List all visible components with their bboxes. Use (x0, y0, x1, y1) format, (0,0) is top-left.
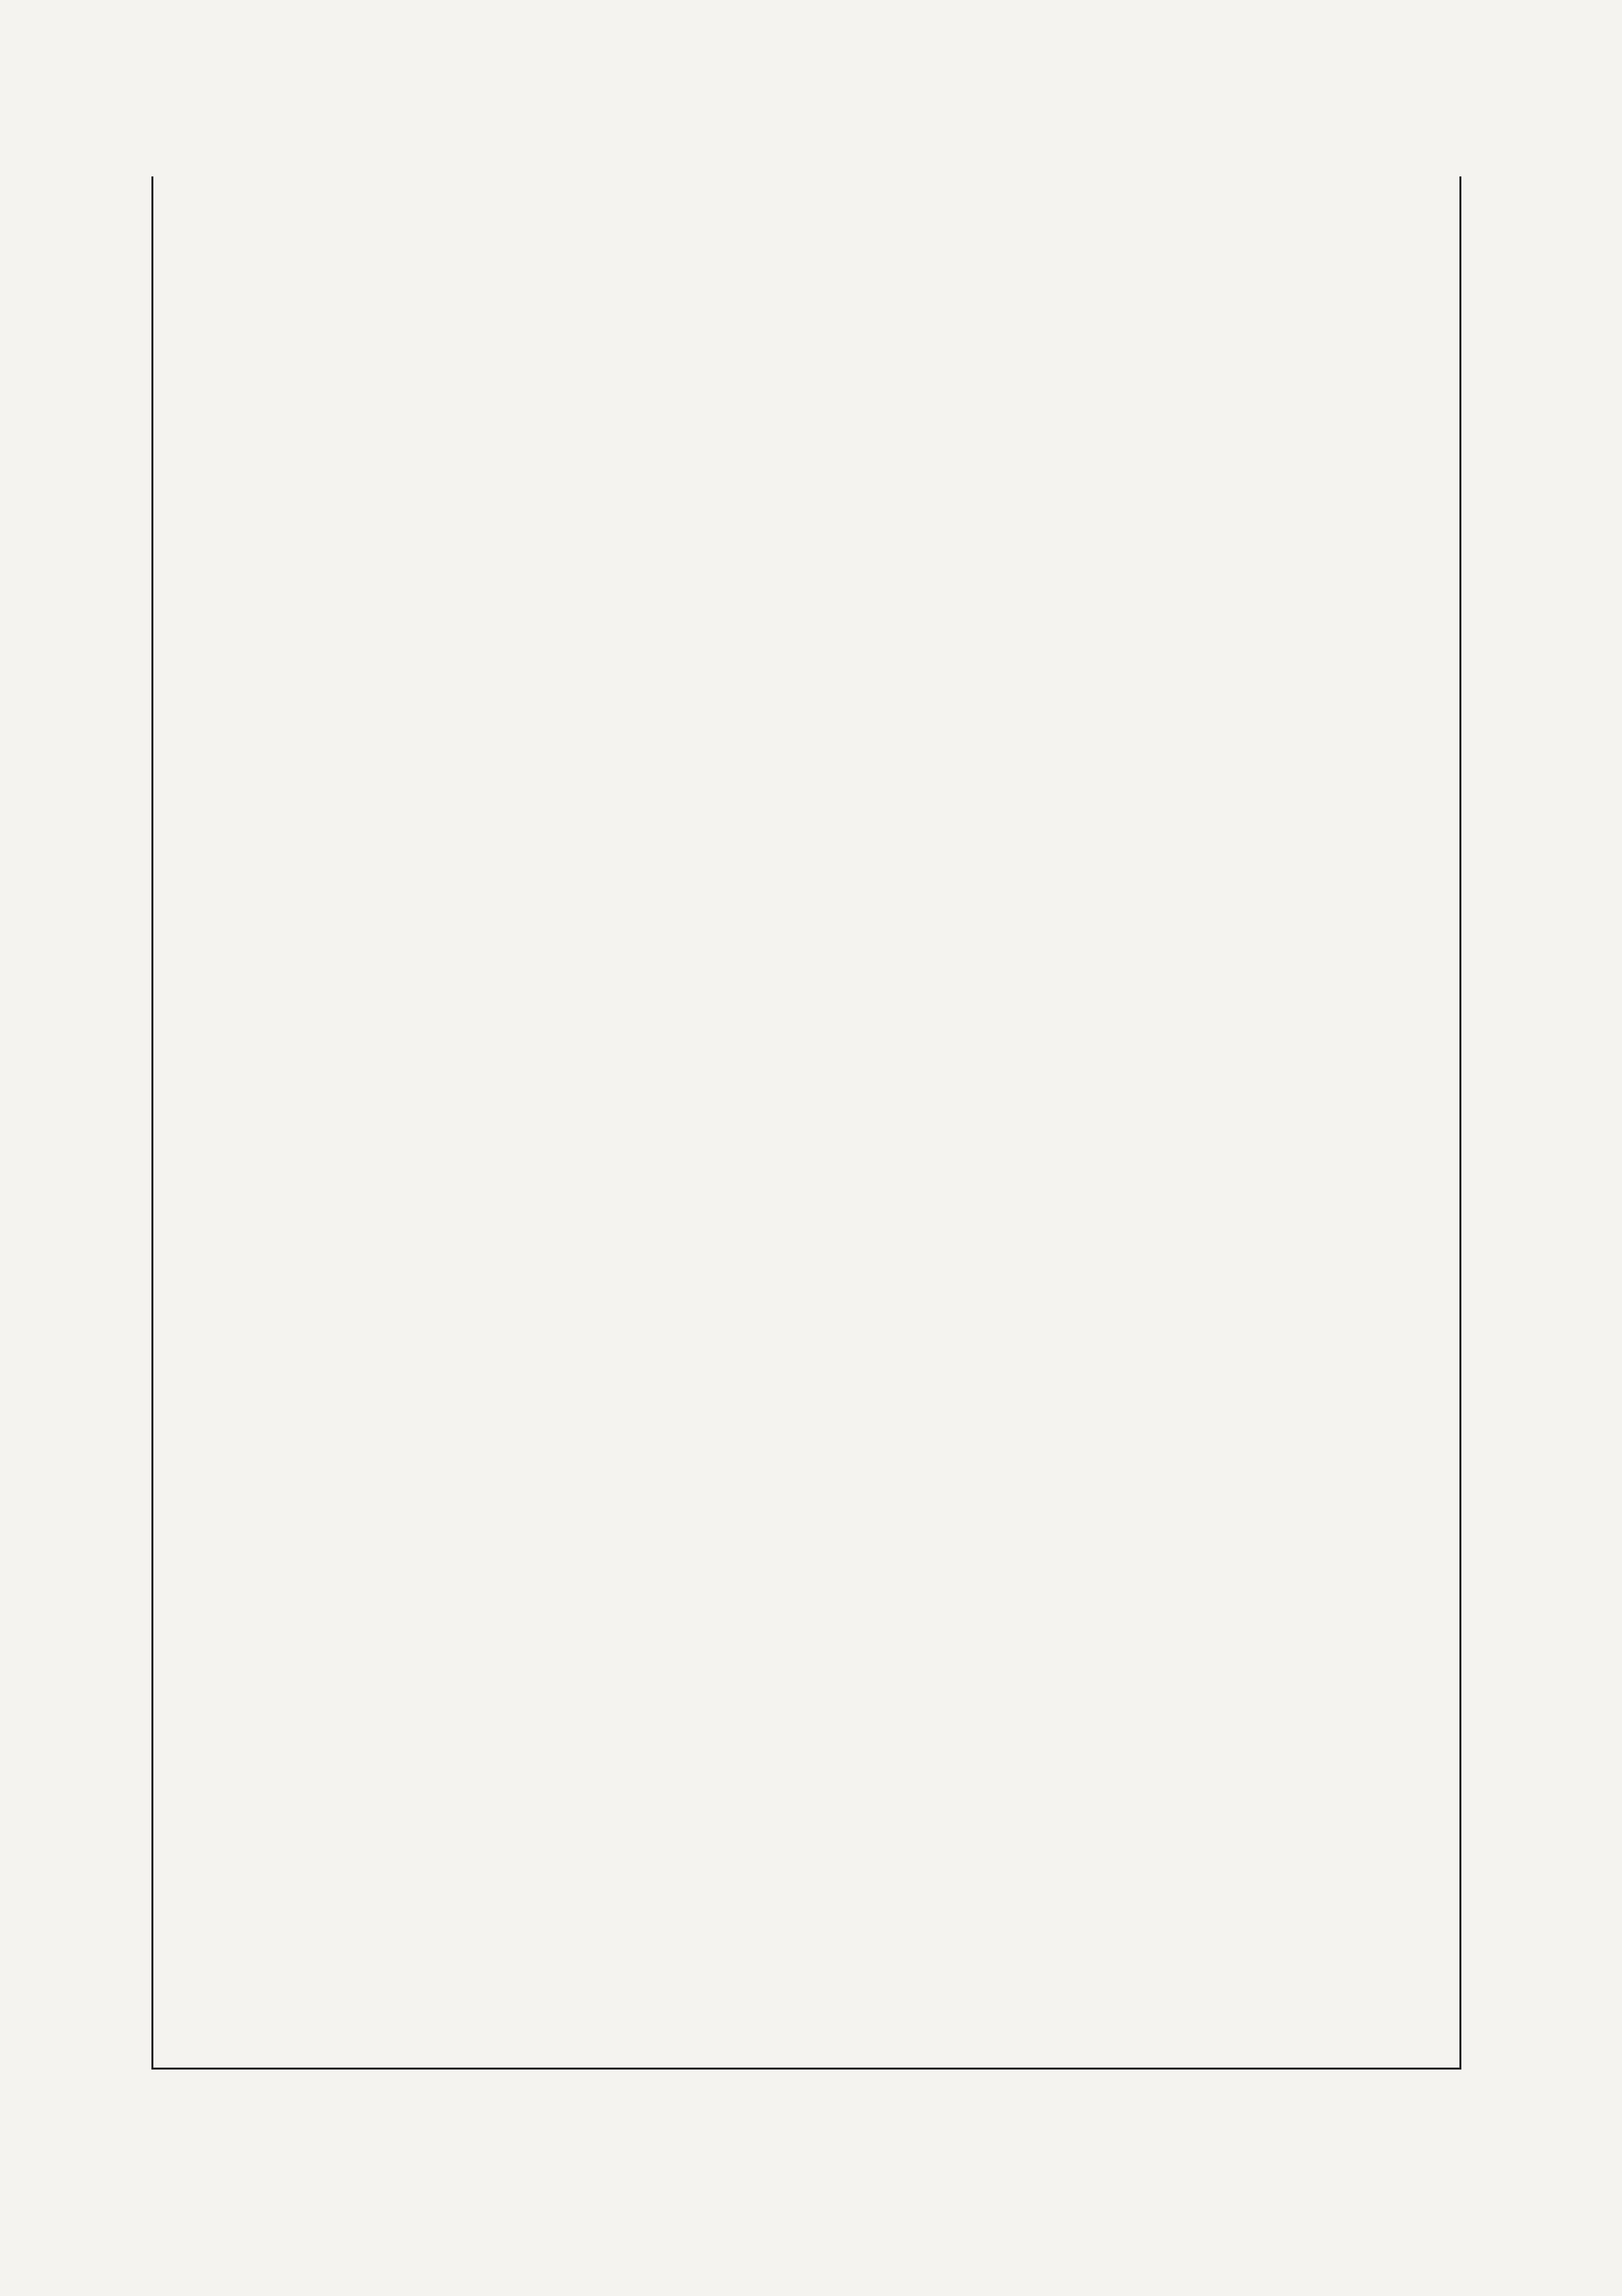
directory-page (151, 176, 1461, 2070)
